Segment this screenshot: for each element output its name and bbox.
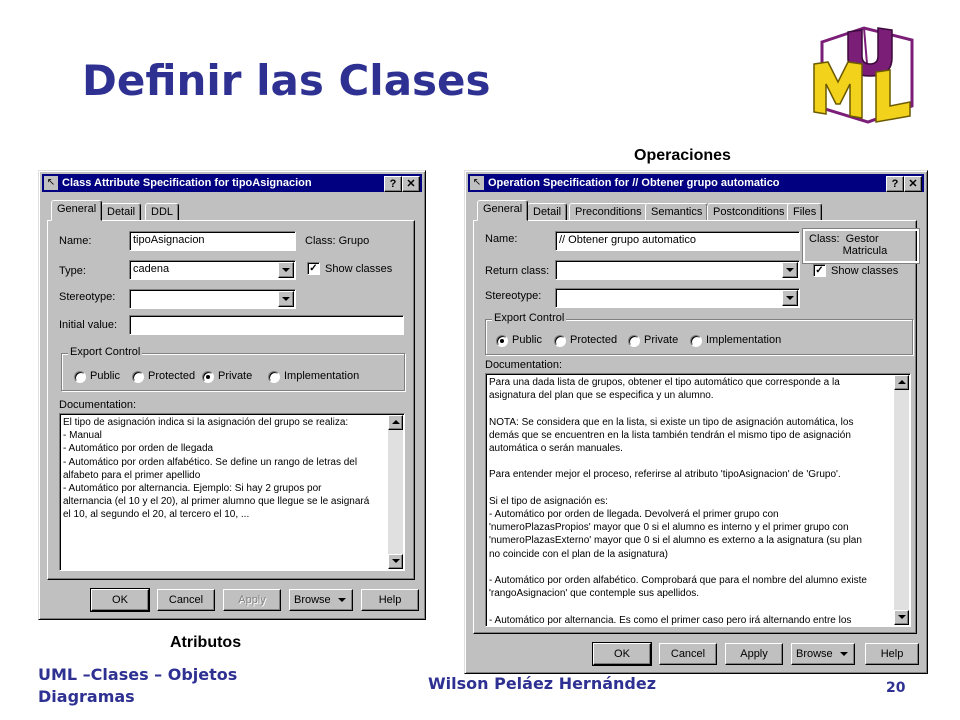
tab-preconditions[interactable]: Preconditions [569,203,648,221]
browse-button[interactable] [289,589,353,611]
show-classes-checkbox[interactable]: ✓ [813,264,826,277]
attribute-spec-dialog [38,170,426,620]
dialog-title: Operation Specification for // Obtener grupo automatico [488,177,780,189]
type-select[interactable] [129,260,296,280]
help-button[interactable]: Help [361,589,419,611]
initial-value-field[interactable] [129,315,404,335]
apply-button[interactable]: Apply [223,589,281,611]
documentation-scrollbar[interactable] [894,375,909,625]
tab-detail[interactable]: Detail [101,203,141,221]
tab-general[interactable]: General [51,200,102,221]
export-control-label: Export Control [70,346,141,358]
documentation-textarea[interactable] [59,413,405,571]
stereotype-label: Stereotype: [59,291,116,303]
radio-implementation-label: Implementation [284,370,360,382]
name-label: Name: [59,235,92,247]
stereotype-select[interactable] [129,289,296,309]
export-control-group [485,312,913,355]
radio-public-label: Public [90,370,120,382]
help-icon[interactable]: ? [384,176,402,192]
footer-line-2: Diagramas [38,687,135,706]
type-value: cadena [133,263,170,275]
stereotype-label: Stereotype: [485,290,542,302]
tab-ddl[interactable]: DDL [145,203,179,221]
operation-spec-dialog [464,170,928,674]
show-classes-checkbox[interactable]: ✓ [307,262,320,275]
stereotype-select[interactable] [555,288,800,308]
help-button[interactable]: Help [865,643,919,665]
radio-implementation-label: Implementation [706,334,782,346]
dropdown-arrow-icon [840,652,848,656]
return-class-select[interactable] [555,260,800,280]
ok-button[interactable]: OK [91,589,149,611]
class-label: Class: Grupo [305,235,370,247]
dialog-title: Class Attribute Specification for tipoAsignacion [62,177,312,189]
radio-private-label: Private [644,334,679,346]
attributes-caption: Atributos [170,634,242,651]
cancel-button[interactable]: Cancel [659,643,717,665]
radio-private-label: Private [218,370,253,382]
close-icon[interactable]: ✕ [402,176,420,192]
tab-detail[interactable]: Detail [527,203,567,221]
radio-public-label: Public [512,334,542,346]
browse-button[interactable] [791,643,855,665]
help-icon[interactable]: ? [886,176,904,192]
radio-protected[interactable] [132,371,144,383]
dropdown-arrow-icon[interactable] [278,291,294,307]
tab-general[interactable]: General [477,200,528,221]
scroll-down-icon[interactable] [388,554,403,569]
class-box: Class: Gestor Matricula [803,229,919,263]
radio-private[interactable] [202,371,214,383]
footer-course-title [38,664,237,708]
dropdown-arrow-icon[interactable] [278,262,294,278]
radio-protected-label: Protected [148,370,196,382]
type-label: Type: [59,265,86,277]
cancel-button[interactable]: Cancel [157,589,215,611]
tab-postconditions[interactable]: Postconditions [707,203,791,221]
pointer-icon: ↖ [44,176,58,190]
browse-label: Browse [796,648,833,660]
documentation-textarea[interactable] [485,373,911,627]
name-field[interactable]: // Obtener grupo automatico [555,231,800,251]
documentation-scrollbar[interactable] [388,415,403,569]
pointer-icon: ↖ [470,176,484,190]
close-icon[interactable]: ✕ [904,176,922,192]
dropdown-arrow-icon[interactable] [782,290,798,306]
footer-line-1: UML –Clases – Objetos [38,665,238,684]
apply-button[interactable]: Apply [725,643,783,665]
page-number: 20 [886,680,906,696]
radio-public[interactable] [74,371,86,383]
radio-protected-label: Protected [570,334,618,346]
name-field[interactable]: tipoAsignacion [129,231,296,251]
ok-button[interactable]: OK [593,643,651,665]
tab-semantics[interactable]: Semantics [645,203,708,221]
dropdown-arrow-icon [338,598,346,602]
initial-value-label: Initial value: [59,319,118,331]
documentation-label: Documentation: [485,359,563,371]
dropdown-arrow-icon[interactable] [782,262,798,278]
radio-implementation[interactable] [268,371,280,383]
show-classes-label: Show classes [325,263,393,275]
attribute-dialog-titlebar[interactable] [42,174,422,192]
scroll-up-icon[interactable] [388,415,403,430]
documentation-text: Para una dada lista de grupos, obtener el tipo automático que corresponde a la asignatura del plan que se especifica y un alumno. NOTA: Se considera que en la lista, si existe un tipo de asignación automática, los demás que se encuentren en la lista también tendrán el mismo tipo de asignación automática o serán manuales. Para entender mejor el proceso, referirse al atributo 'tipoAsignacion' de 'Grupo'. Si el tipo de asignación es: - Automático por orden de llegada. Devolverá el primer grupo con 'numeroPlazasPropios' mayor que 0 si el alumno es interno y el primer grupo con 'numeroPlazasExterno' mayor que 0 si el alumno es externo a la asignatura (su plan no coincide con el plan de la asignatura) - Automático por orden alfabético. Comprobará que para el nombre del alumno existe 'rangoAsignacion' que contemple sus apellidos. - Automático por alternancia. Es como el primer caso pero irá alternando entre los [489,377,867,626]
documentation-text: El tipo de asignación indica si la asignación del grupo se realiza: - Manual - Automático por orden de llegada - Automático por orden alfabético. Se define un rango de letras del alfabeto para el primer apellido - Automático por alternancia. Ejemplo: Si hay 2 grupos por alternancia (el 10 y el 20), al primer alumno que llegue se le asignará el 10, al segundo el 20, al tercero el 10, ... [63,417,370,521]
browse-label: Browse [294,594,331,606]
uml-logo [804,22,920,130]
scroll-down-icon[interactable] [894,610,909,625]
radio-protected[interactable] [554,335,566,347]
slide-title: Definir las Clases [82,56,491,105]
name-label: Name: [485,233,518,245]
show-classes-label: Show classes [831,265,899,277]
operation-dialog-titlebar[interactable] [468,174,924,192]
return-class-label: Return class: [485,265,550,277]
radio-private[interactable] [628,335,640,347]
radio-implementation[interactable] [690,335,702,347]
scroll-up-icon[interactable] [894,375,909,390]
footer-author: Wilson Peláez Hernández [428,674,657,693]
radio-public[interactable] [496,335,508,347]
tab-files[interactable]: Files [787,203,822,221]
export-control-group [61,346,405,391]
operations-caption: Operaciones [634,147,731,164]
documentation-label: Documentation: [59,399,137,411]
export-control-label: Export Control [494,312,565,324]
